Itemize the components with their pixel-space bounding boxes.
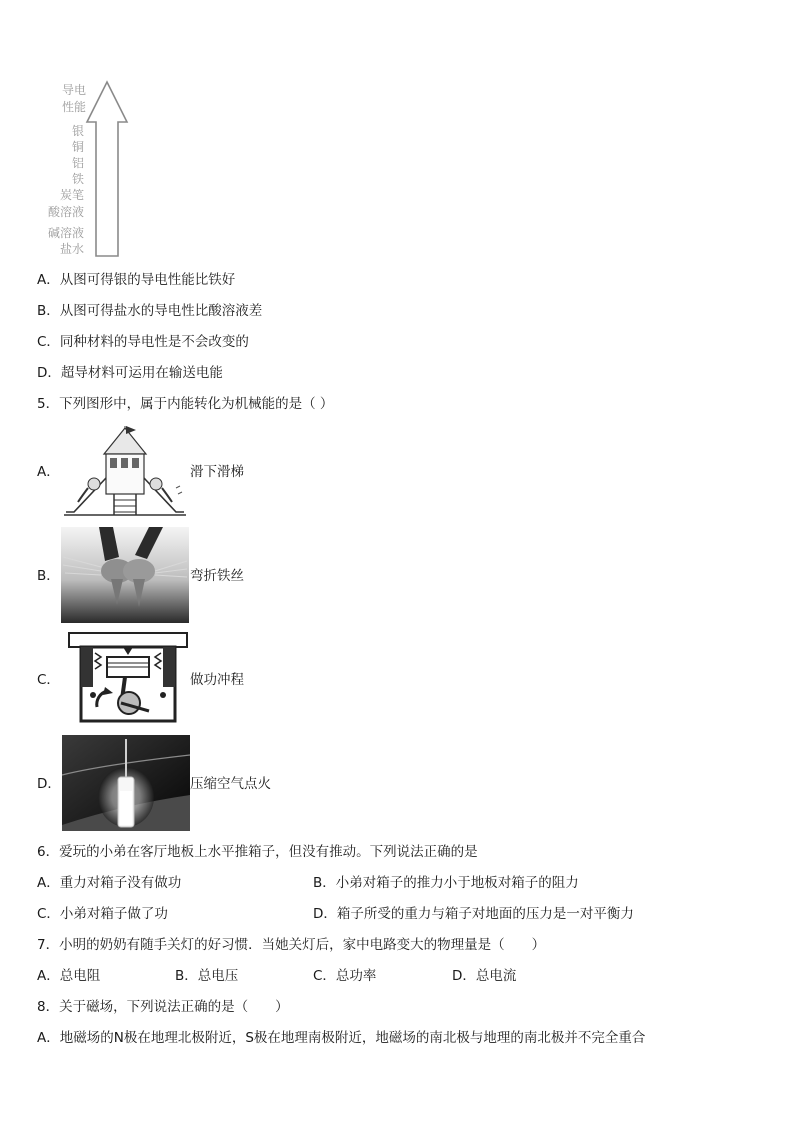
material-acid: 酸溶液 (47, 205, 84, 219)
compression-ignition-picture (62, 735, 190, 831)
q4-option-c: C．同种材料的导电性是不会改变的 (37, 334, 249, 350)
q7-option-b: B．总电压 (175, 968, 239, 984)
material-aluminum: 铝 (71, 156, 84, 170)
q6-option-b: B．小弟对箱子的推力小于地板对箱子的阻力 (313, 875, 579, 891)
q7-option-d: D．总电流 (452, 968, 517, 984)
q5-option-b-letter: B． (37, 568, 60, 584)
material-alkali: 碱溶液 (47, 226, 84, 240)
slide-picture (64, 426, 186, 518)
q4-option-a: A．从图可得银的导电性能比铁好 (37, 272, 236, 288)
q5-option-d-letter: D． (37, 776, 61, 792)
q8-option-a: A．地磁场的N极在地理北极附近，S极在地理南极附近，地磁场的南北极与地理的南北极并不完全重合 (37, 1030, 646, 1046)
material-charcoal: 炭笔 (59, 188, 84, 202)
material-saltwater: 盐水 (59, 242, 84, 256)
q5-option-c-label: 做功冲程 (190, 672, 244, 688)
q5-option-b-label: 弯折铁丝 (190, 568, 244, 584)
q6-stem: 6．爱玩的小弟在客厅地板上水平推箱子，但没有推动。下列说法正确的是 (37, 844, 478, 860)
axis-label-line1: 导电 (61, 83, 86, 97)
engine-power-stroke-picture (67, 631, 189, 723)
material-silver: 银 (71, 124, 84, 138)
q5-option-d-label: 压缩空气点火 (190, 776, 271, 792)
q6-option-a: A．重力对箱子没有做功 (37, 875, 182, 891)
q5-stem: 5．下列图形中，属于内能转化为机械能的是（ ） (37, 396, 334, 412)
q5-option-a-label: 滑下滑梯 (190, 464, 244, 480)
axis-label-line2: 性能 (61, 100, 86, 114)
q4-option-b: B．从图可得盐水的导电性比酸溶液差 (37, 303, 263, 319)
q7-stem: 7．小明的奶奶有随手关灯的好习惯．当她关灯后，家中电路变大的物理量是（ ） (37, 937, 546, 953)
q5-option-a-letter: A． (37, 464, 60, 480)
q7-option-c: C．总功率 (313, 968, 377, 984)
material-iron: 铁 (71, 172, 84, 186)
q6-option-c: C．小弟对箱子做了功 (37, 906, 168, 922)
bending-wire-picture (61, 527, 189, 623)
q6-option-d: D．箱子所受的重力与箱子对地面的压力是一对平衡力 (313, 906, 634, 922)
up-arrow-icon (84, 80, 130, 258)
material-copper: 铜 (71, 140, 84, 154)
q5-option-c-letter: C． (37, 672, 60, 688)
q8-stem: 8．关于磁场，下列说法正确的是（ ） (37, 999, 289, 1015)
q4-option-d: D．超导材料可运用在输送电能 (37, 365, 223, 381)
q7-option-a: A．总电阻 (37, 968, 101, 984)
